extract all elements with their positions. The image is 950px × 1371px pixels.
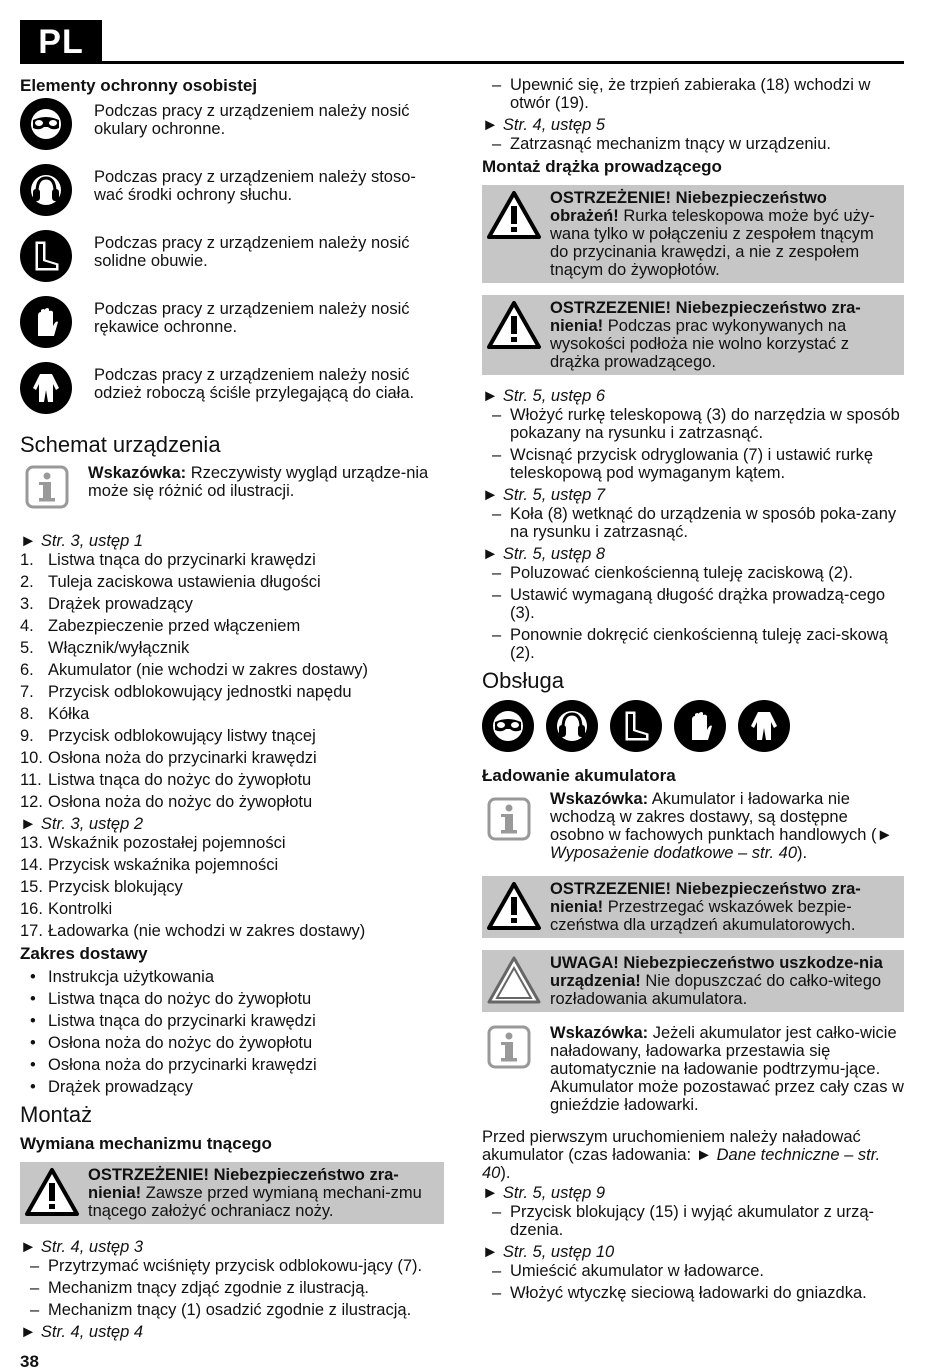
delivery-item <box>20 1034 444 1052</box>
step-item <box>20 1301 444 1319</box>
step-text: Wcisnąć przycisk odryglowania (7) i ustawić rurkę teleskopową pod wymaganym kątem. <box>510 446 874 482</box>
note-body: Jeżeli akumulator jest całko-wicie naładowany, ładowarka przestawia się automatycznie na ładowanie podtrzymu-jące. Akumulator może pozostawać przez cały czas w gnieździe ładowarki. <box>550 1024 904 1114</box>
item-number: 6. <box>20 661 34 679</box>
bullet: • <box>30 1056 36 1074</box>
dash: – <box>492 406 502 424</box>
warning-body: Rurka teleskopowa może być uży-wana tylko w połączeniu z zespołem tnącym do przycinania krawędzi, a nie z zespołem tnącym do żywopłotów. <box>550 207 875 279</box>
reference-text: Str. 4, ustęp 4 <box>40 1323 144 1341</box>
note-label: Wskazówka: <box>550 790 649 808</box>
item-number: 15. <box>20 878 43 896</box>
component-item <box>20 922 444 940</box>
warning-body: Podczas prac wykonywanych na wysokości podłoża nie wolno korzystać z drążka prowadzącego. <box>550 317 849 371</box>
overall-icon <box>738 700 790 752</box>
item-label: Listwa tnąca do nożyc do żywopłotu <box>48 990 312 1008</box>
delivery-item <box>20 1012 444 1030</box>
step-text: Ustawić wymaganą długość drążka prowadzą-cego (3). <box>510 586 886 622</box>
arrow-icon: ► <box>482 116 503 134</box>
delivery-item <box>20 990 444 1008</box>
arrow-icon: ► <box>482 387 503 405</box>
bullet: • <box>30 990 36 1008</box>
component-item <box>20 573 444 591</box>
dash: – <box>30 1279 40 1297</box>
component-item <box>20 771 444 789</box>
item-label: Kółka <box>48 705 90 723</box>
arrow-icon: ► <box>20 532 41 550</box>
item-number: 13. <box>20 834 43 852</box>
steps-list <box>482 1262 904 1302</box>
dash: – <box>492 135 502 153</box>
ppe-item <box>20 366 444 414</box>
item-label: Zabezpieczenie przed włączeniem <box>48 617 301 635</box>
step-item <box>482 135 904 153</box>
arrow-icon: ► <box>20 815 41 833</box>
warning-box <box>482 185 904 283</box>
reference-link[interactable] <box>20 815 444 833</box>
item-label: Osłona noża do przycinarki krawędzi <box>48 749 317 767</box>
item-label: Przycisk wskaźnika pojemności <box>48 856 279 874</box>
note-body: Akumulator i ładowarka nie wchodzą w zakres dostawy, są dostępne osobno w fachowych punktach handlowych ( <box>550 790 877 844</box>
ppe-list <box>20 102 444 414</box>
step-text: Przycisk blokujący (15) i wyjąć akumulator z urzą-dzenia. <box>510 1203 875 1239</box>
warning-text <box>550 299 896 371</box>
item-number: 4. <box>20 617 34 635</box>
item-label: Listwa tnąca do przycinarki krawędzi <box>48 551 316 569</box>
steps-list <box>482 406 904 482</box>
steps-list <box>482 135 904 153</box>
boots-icon <box>20 230 72 282</box>
montaz-sub-heading: Montaż drążka prowadzącego <box>482 157 722 176</box>
ppe-heading: Elementy ochronny osobistej <box>20 76 258 95</box>
charging-note-2 <box>482 1024 904 1114</box>
step-item <box>482 1262 904 1280</box>
reference-link[interactable] <box>482 1243 904 1261</box>
item-label: Drążek prowadzący <box>48 595 193 613</box>
left-column <box>20 76 444 1342</box>
dash: – <box>492 626 502 644</box>
steps-list <box>482 564 904 662</box>
step-text: Przytrzymać wciśnięty przycisk odblokowu-jący (7). <box>48 1257 423 1275</box>
item-number: 1. <box>20 551 34 569</box>
step-text: Umieścić akumulator w ładowarce. <box>510 1262 765 1280</box>
reference-link[interactable] <box>482 545 904 563</box>
item-label: Akumulator (nie wchodzi w zakres dostawy) <box>48 661 369 679</box>
item-number: 10. <box>20 749 43 767</box>
ppe-item <box>20 102 444 150</box>
step-item <box>482 1284 904 1302</box>
delivery-item <box>20 968 444 986</box>
caution-box <box>482 950 904 1012</box>
reference-text: Str. 3, ustęp 2 <box>40 815 144 833</box>
ppe-item <box>20 168 444 216</box>
step-text: Koła (8) wetknąć do urządzenia w sposób poka-zany na rysunku i zatrzasnąć. <box>510 505 897 541</box>
item-label: Przycisk blokujący <box>48 878 183 896</box>
reference-link[interactable] <box>482 116 904 134</box>
warning-label: OSTRZEŻENIE! Niebezpieczeństwo zra-nienia! <box>88 1166 399 1202</box>
dash: – <box>492 1284 502 1302</box>
paragraph-end: ). <box>500 1164 511 1182</box>
step-item <box>482 406 904 442</box>
scope-of-delivery-list <box>20 968 444 1096</box>
bullet: • <box>30 1012 36 1030</box>
warning-box <box>482 876 904 938</box>
steps-list <box>482 1203 904 1239</box>
warning-label: OSTRZEZENIE! Niebezpieczeństwo zra-nienia! <box>550 880 861 916</box>
warning-icon <box>486 299 542 351</box>
caution-text <box>550 954 896 1008</box>
boots-icon <box>610 700 662 752</box>
item-label: Listwa tnąca do przycinarki krawędzi <box>48 1012 316 1030</box>
step-text: Włożyć wtyczkę sieciową ładowarki do gniazdka. <box>510 1284 867 1302</box>
step-text: Mechanizm tnący zdjąć zgodnie z ilustracją. <box>48 1279 369 1297</box>
step-text: Zatrzasnąć mechanizm tnący w urządzeniu. <box>510 135 831 153</box>
arrow-icon: ► <box>482 1184 503 1202</box>
charging-heading: Ładowanie akumulatora <box>482 766 676 785</box>
step-item <box>482 76 904 112</box>
warning-icon <box>24 1166 80 1218</box>
warning-label: OSTRZEŻENIE! Niebezpieczeństwo obrażeń! <box>550 189 827 225</box>
item-label: Włącznik/wyłącznik <box>48 639 190 657</box>
right-column <box>482 76 904 1306</box>
note-end: ). <box>797 844 808 862</box>
montaz-heading: Montaż <box>20 1102 93 1127</box>
warning-text <box>550 189 896 279</box>
arrow-icon: ► <box>20 1323 41 1341</box>
item-label: Listwa tnąca do nożyc do żywopłotu <box>48 771 312 789</box>
item-number: 11. <box>20 771 42 789</box>
item-label: Przycisk odblokowujący listwy tnącej <box>48 727 316 745</box>
warning-label: OSTRZEZENIE! Niebezpieczeństwo zra-nienia! <box>550 299 861 335</box>
schemat-note-text <box>88 464 444 510</box>
component-item <box>20 551 444 569</box>
note-text: Wskazówka: Akumulator i ładowarka nie wchodzą w zakres dostawy, są dostępne osobno w fachowych punktach handlowych (► Wyposażenie dodatkowe – str. 40). <box>550 790 893 862</box>
item-number: 7. <box>20 683 34 701</box>
obsluga-heading: Obsługa <box>482 668 564 693</box>
info-icon <box>486 796 532 842</box>
montaz-sub-heading: Wymiana mechanizmu tnącego <box>20 1134 272 1153</box>
paragraph-reference[interactable]: Dane techniczne – str. 40 <box>482 1146 881 1182</box>
ppe-icon-row <box>482 700 904 752</box>
note-text <box>550 1024 904 1114</box>
item-number: 8. <box>20 705 34 723</box>
ppe-item <box>20 234 444 282</box>
reference-link[interactable] <box>20 1323 444 1341</box>
step-item <box>482 446 904 482</box>
caution-icon <box>486 954 542 1006</box>
step-item <box>20 1279 444 1297</box>
goggles-icon <box>20 98 72 150</box>
bullet: • <box>30 968 36 986</box>
steps-list <box>482 76 904 112</box>
goggles-icon <box>482 700 534 752</box>
ppe-text: Podczas pracy z urządzeniem należy nosić solidne obuwie. <box>94 234 410 270</box>
steps-list <box>482 505 904 541</box>
reference-link[interactable] <box>482 486 904 504</box>
charging-note <box>482 790 904 862</box>
warning-icon <box>486 880 542 932</box>
component-item <box>20 639 444 657</box>
step-text: Mechanizm tnący (1) osadzić zgodnie z ilustracją. <box>48 1301 412 1319</box>
page-number: 38 <box>20 1352 39 1371</box>
ppe-text: Podczas pracy z urządzeniem należy nosić rękawice ochronne. <box>94 300 410 336</box>
dash: – <box>492 1203 502 1221</box>
reference-text: Str. 5, ustęp 8 <box>502 545 606 563</box>
component-item <box>20 705 444 723</box>
reference-text: Str. 5, ustęp 7 <box>502 486 606 504</box>
ppe-item <box>20 300 444 348</box>
reference-text: Str. 5, ustęp 9 <box>502 1184 606 1202</box>
step-item <box>482 564 904 582</box>
item-label: Przycisk odblokowujący jednostki napędu <box>48 683 352 701</box>
item-label: Tuleja zaciskowa ustawienia długości <box>48 573 321 591</box>
component-item <box>20 856 444 874</box>
arrow-icon: ► <box>482 1243 503 1261</box>
step-item <box>482 586 904 622</box>
dash: – <box>492 586 502 604</box>
arrow-icon: ► <box>482 486 503 504</box>
component-item <box>20 595 444 613</box>
overall-icon <box>20 362 72 414</box>
step-item <box>20 1257 444 1275</box>
bullet: • <box>30 1078 36 1096</box>
item-number: 9. <box>20 727 34 745</box>
ear-protection-icon <box>20 164 72 216</box>
warning-body: Przestrzegać wskazówek bezpie-czeństwa dla urządzeń akumulatorowych. <box>550 898 856 934</box>
gloves-icon <box>20 296 72 348</box>
reference-link[interactable] <box>482 1184 904 1202</box>
caution-body: Nie dopuszczać do całko-witego rozładowania akumulatora. <box>550 972 882 1008</box>
component-item <box>20 878 444 896</box>
step-item <box>482 626 904 662</box>
component-item <box>20 749 444 767</box>
item-label: Osłona noża do nożyc do żywopłotu <box>48 1034 313 1052</box>
dash: – <box>30 1301 40 1319</box>
reference-link[interactable] <box>20 1238 444 1256</box>
item-number: 3. <box>20 595 34 613</box>
item-number: 5. <box>20 639 34 657</box>
ppe-text: Podczas pracy z urządzeniem należy nosić okulary ochronne. <box>94 102 410 138</box>
dash: – <box>30 1257 40 1275</box>
item-number: 2. <box>20 573 34 591</box>
item-label: Wskaźnik pozostałej pojemności <box>48 834 286 852</box>
item-label: Ładowarka (nie wchodzi w zakres dostawy) <box>48 922 366 940</box>
note-label: Wskazówka: <box>550 1024 649 1042</box>
item-number: 14. <box>20 856 43 874</box>
step-text: Poluzować cienkościenną tuleję zaciskową (2). <box>510 564 854 582</box>
reference-text: Str. 4, ustęp 3 <box>40 1238 144 1256</box>
reference-text: Str. 5, ustęp 6 <box>502 387 606 405</box>
step-item <box>482 505 904 541</box>
item-label: Instrukcja użytkowania <box>48 968 214 986</box>
arrow-icon: ► <box>482 545 503 563</box>
gloves-icon <box>674 700 726 752</box>
component-list-1 <box>20 551 444 811</box>
warning-box <box>482 295 904 375</box>
ear-protection-icon <box>546 700 598 752</box>
reference-text: Str. 5, ustęp 10 <box>502 1243 615 1261</box>
item-number: 17. <box>20 922 43 940</box>
bullet: • <box>30 1034 36 1052</box>
item-label: Drążek prowadzący <box>48 1078 193 1096</box>
component-item <box>20 727 444 745</box>
warning-text <box>550 880 896 934</box>
component-item <box>20 683 444 701</box>
dash: – <box>492 1262 502 1280</box>
note-text: Rzeczywisty wygląd urządze-nia może się różnić od ilustracji. <box>88 464 429 500</box>
language-badge: PL <box>20 20 102 64</box>
delivery-item <box>20 1056 444 1074</box>
component-list-2 <box>20 834 444 940</box>
ppe-text: Podczas pracy z urządzeniem należy nosić odzież roboczą ściśle przylegającą do ciała. <box>94 366 415 402</box>
note-label: Wskazówka: <box>88 464 187 482</box>
dash: – <box>492 505 502 523</box>
reference-link[interactable] <box>20 532 444 550</box>
zakres-heading: Zakres dostawy <box>20 944 148 963</box>
reference-text: Str. 4, ustęp 5 <box>502 116 606 134</box>
reference-text: Str. 3, ustęp 1 <box>40 532 144 550</box>
warning-icon <box>486 189 542 241</box>
arrow-icon: ► <box>20 1238 41 1256</box>
info-icon <box>24 464 70 510</box>
charging-paragraph: Przed pierwszym uruchomieniem należy naładować akumulator (czas ładowania: ► Dane techniczne – str. 40). <box>482 1128 881 1182</box>
component-item <box>20 834 444 852</box>
caution-label: UWAGA! Niebezpieczeństwo uszkodze-nia urządzenia! <box>550 954 883 990</box>
warning-text <box>88 1166 436 1220</box>
ppe-text: Podczas pracy z urządzeniem należy stoso-wać środki ochrony słuchu. <box>94 168 416 204</box>
schemat-heading: Schemat urządzenia <box>20 432 221 457</box>
header-rule <box>102 61 904 64</box>
note-reference[interactable]: Wyposażenie dodatkowe – str. 40 <box>550 844 798 862</box>
warning-body: Zawsze przed wymianą mechani-zmu tnącego założyć ochraniacz noży. <box>88 1184 422 1220</box>
component-item <box>20 900 444 918</box>
component-item <box>20 661 444 679</box>
schemat-note <box>20 464 444 510</box>
steps-list <box>20 1257 444 1319</box>
step-text: Ponownie dokręcić cienkościenną tuleję zaci-skową (2). <box>510 626 888 662</box>
item-number: 16. <box>20 900 43 918</box>
dash: – <box>492 564 502 582</box>
info-icon <box>486 1024 532 1070</box>
item-number: 12. <box>20 793 43 811</box>
item-label: Osłona noża do nożyc do żywopłotu <box>48 793 313 811</box>
item-label: Osłona noża do przycinarki krawędzi <box>48 1056 317 1074</box>
component-item <box>20 793 444 811</box>
step-text: Upewnić się, że trzpień zabieraka (18) wchodzi w otwór (19). <box>510 76 871 112</box>
reference-link[interactable] <box>482 387 904 405</box>
item-label: Kontrolki <box>48 900 113 918</box>
delivery-item <box>20 1078 444 1096</box>
step-text: Włożyć rurkę teleskopową (3) do narzędzia w sposób pokazany na rysunku i zatrzasnąć. <box>510 406 900 442</box>
dash: – <box>492 76 502 94</box>
warning-box <box>20 1162 444 1224</box>
dash: – <box>492 446 502 464</box>
step-item <box>482 1203 904 1239</box>
component-item <box>20 617 444 635</box>
paragraph-text: Przed pierwszym uruchomieniem należy naładować akumulator (czas ładowania: <box>482 1128 861 1164</box>
